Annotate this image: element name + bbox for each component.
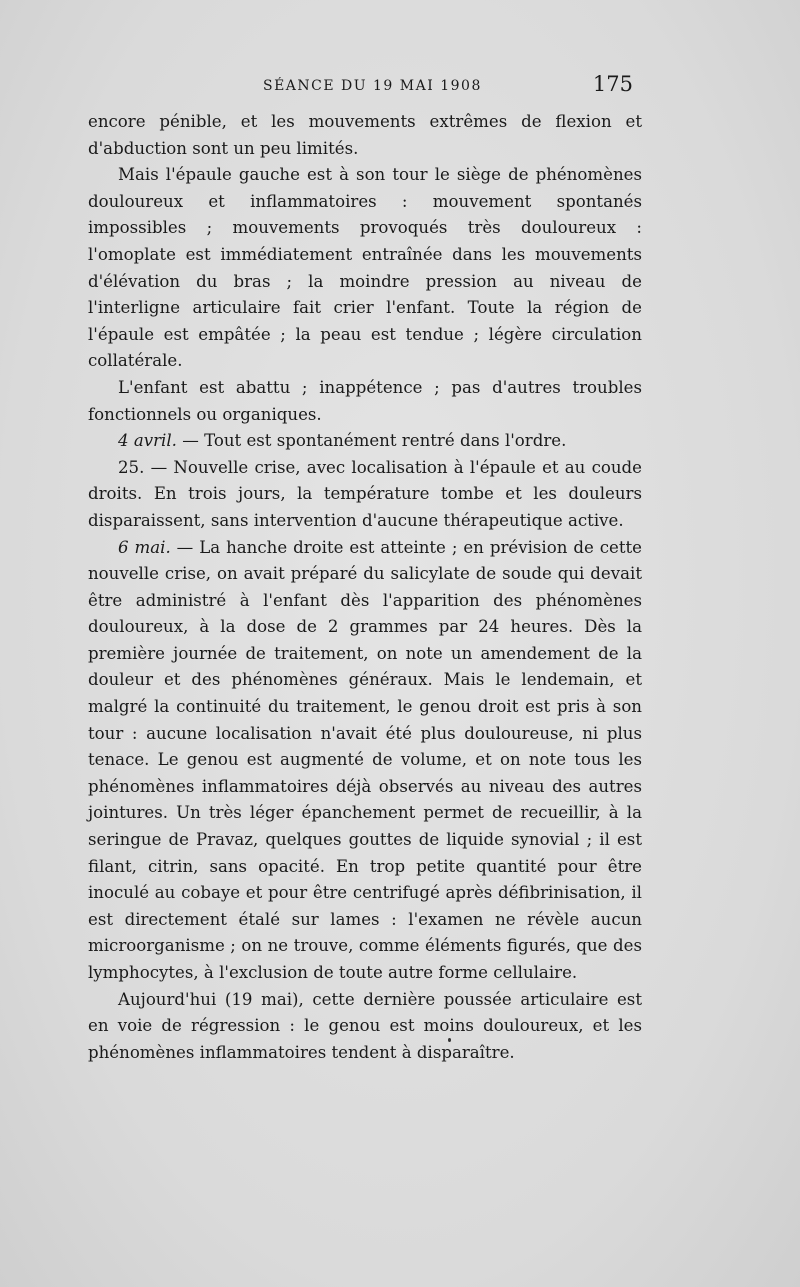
paragraph-text: 25. — Nouvelle crise, avec localisation à l'épaule et au coude droits. En trois jours, la température tombe et les douleurs disparaissent, sans intervention d'aucune thérapeutique active. — [88, 457, 642, 530]
paragraph-1 — [88, 109, 642, 162]
paragraph-text: — La hanche droite est atteinte ; en prévision de cette nouvelle crise, on avait préparé du salicylate de soude qui devait être administré à l'enfant dès l'apparition des phénomènes douloureux, à la dose de 2 grammes par 24 heures. Dès la première journée de traitement, on note un amendement de la douleur et des phénomènes généraux. Mais le lendemain, et malgré la continuité du traitement, le genou droit est pris à son tour : aucune localisation n'avait été plus douloureuse, ni plus tenace. Le genou est augmenté de volume, et on note tous les phénomènes inflammatoires déjà observés au niveau des autres jointures. Un très léger épanchement permet de recueillir, à la seringue de Pravaz, quelques gouttes de liquide synovial ; il est filant, citrin, sans opacité. En trop petite quantité pour être inoculé au cobaye et pour être centrifugé après défibrinisation, il est directement étalé sur lames : l'examen ne révèle aucun microorganisme ; on ne trouve, comme éléments figurés, que des lymphocytes, à l'exclusion de toute autre forme cellulaire. — [88, 537, 642, 982]
paragraph-2 — [88, 162, 642, 375]
paragraph-text: Mais l'épaule gauche est à son tour le siège de phénomènes douloureux et inflammatoires : mouvement spontanés impossibles ; mouvements provoqués très douloureux : l'omoplate est immédiatement entraînée dans les mouvements d'élévation du bras ; la moindre pression au niveau de l'interligne articulaire fait crier l'enfant. Toute la région de l'épaule est empâtée ; la peau est tendue ; légère circulation collatérale. — [88, 165, 642, 371]
paragraph-6 — [88, 535, 642, 987]
running-title: SÉANCE DU 19 MAI 1908 — [263, 78, 482, 94]
paragraph-text: L'enfant est abattu ; inappétence ; pas d'autres troubles fonctionnels ou organiques. — [88, 377, 642, 424]
paragraph-4 — [88, 428, 642, 455]
ink-speck — [448, 1038, 451, 1042]
paragraph-text: — Tout est spontanément rentré dans l'ordre. — [176, 431, 567, 451]
body-text — [88, 109, 642, 1066]
paragraph-7 — [88, 987, 642, 1067]
entry-date: 4 avril. — [118, 431, 177, 451]
paragraph-text: Aujourd'hui (19 mai), cette dernière poussée articulaire est en voie de régression : le genou est moins douloureux, et les phénomènes inflammatoires tendent à disparaître. — [88, 989, 642, 1062]
page-header — [88, 74, 633, 100]
paragraph-text: encore pénible, et les mouvements extrêmes de flexion et d'abduction sont un peu limités. — [88, 112, 642, 158]
paragraph-5 — [88, 455, 642, 535]
page-number: 175 — [592, 72, 633, 96]
entry-date: 6 mai. — [118, 537, 171, 557]
paragraph-3 — [88, 375, 642, 428]
